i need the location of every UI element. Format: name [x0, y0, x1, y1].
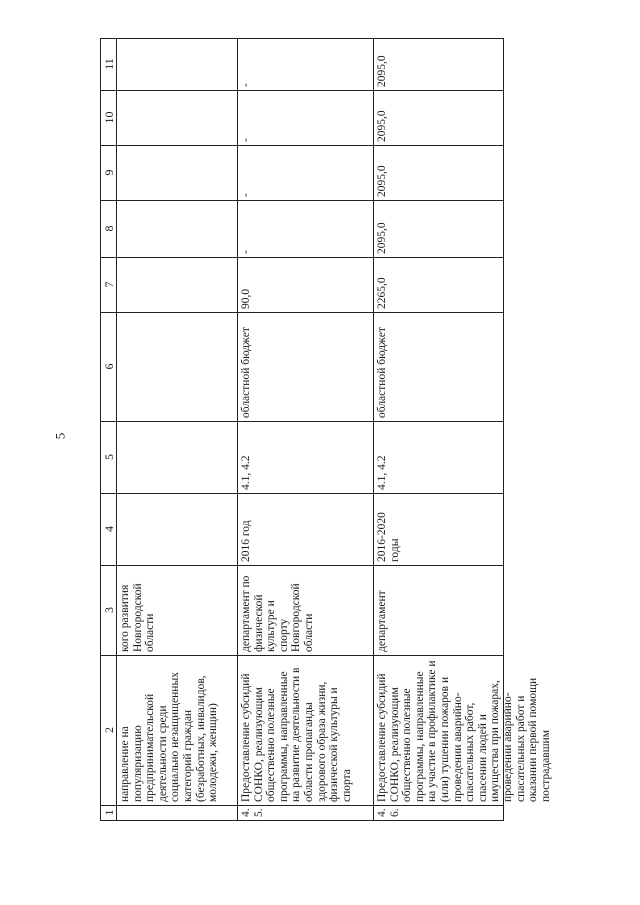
- row-3-col-3: [374, 565, 503, 655]
- row-2-col-11: [238, 38, 373, 90]
- row-2-col-9: [238, 145, 373, 200]
- row-2-col-3: [238, 565, 373, 655]
- row-1-col-6: [117, 312, 237, 421]
- row-3-col-4: [374, 493, 503, 565]
- header-cell-1: [101, 805, 116, 820]
- row-1-col-5-text: [119, 424, 237, 490]
- row-3-col-5-text: 4.1, 4.2: [376, 455, 388, 490]
- row-1-col-2: [117, 655, 237, 805]
- row-3-col-1-text: 4.6.: [376, 808, 401, 817]
- row-1-col-4-text: [119, 496, 237, 562]
- row-3-col-11: [374, 38, 503, 90]
- header-cell-6-text: 6: [102, 363, 116, 370]
- row-1-col-10: [117, 90, 237, 145]
- header-cell-3-text: 3: [102, 607, 116, 613]
- row-3-col-3-text: департамент: [376, 590, 388, 652]
- row-1-col-5: [117, 421, 237, 493]
- header-cell-6: [101, 312, 116, 421]
- row-2-col-2-text: Предоставление субсидий СОНКО, реализующим общественно полезные программы, направленные на развитие деятельности в области пропаганды здорового образа жизни, физической культуры и спорта: [240, 664, 353, 802]
- table-rule: [100, 820, 503, 821]
- row-1-col-9-text: [119, 148, 237, 197]
- header-cell-7: [101, 257, 116, 312]
- row-1-col-3-text: кого развития Новгородской области: [119, 580, 157, 652]
- row-1-col-8-text: [119, 203, 237, 254]
- header-cell-9-text: 9: [102, 169, 116, 176]
- row-1-col-11-text: [119, 41, 237, 87]
- row-2-col-4: [238, 493, 373, 565]
- row-2-col-1: [238, 805, 373, 820]
- row-3-col-6: [374, 312, 503, 421]
- row-2-col-7-text: 90,0: [240, 288, 252, 309]
- row-3-col-10-text: 2095,0: [376, 110, 388, 142]
- row-2-col-8: [238, 200, 373, 257]
- row-2-col-1-text: 4.5.: [240, 808, 265, 817]
- header-cell-4-text: 4: [102, 526, 116, 532]
- header-cell-10-text: 10: [102, 111, 116, 124]
- row-3-col-4-text: 2016-2020 годы: [376, 509, 401, 562]
- header-cell-10: [101, 90, 116, 145]
- page-number: 5: [52, 432, 68, 440]
- row-1-col-8: [117, 200, 237, 257]
- row-3-col-11-text: 2095,0: [376, 55, 388, 87]
- row-1-col-9: [117, 145, 237, 200]
- row-3-col-7-text: 2265,0: [376, 277, 388, 309]
- row-3-col-1: [374, 805, 503, 820]
- row-3-col-7: [374, 257, 503, 312]
- row-2-col-8-text: -: [240, 250, 252, 254]
- row-3-col-10: [374, 90, 503, 145]
- header-cell-8-text: 8: [102, 225, 116, 232]
- header-cell-11: [101, 38, 116, 90]
- row-1-col-10-text: [119, 93, 237, 142]
- row-3-col-2: [374, 655, 552, 805]
- row-2-col-10-text: -: [240, 138, 252, 142]
- row-2-col-4-text: 2016 год: [240, 520, 252, 562]
- header-cell-2-text: 2: [102, 727, 116, 733]
- row-2-col-2: [238, 655, 373, 805]
- row-3-col-8-text: 2095,0: [376, 222, 388, 254]
- row-3-col-9-text: 2095,0: [376, 165, 388, 197]
- header-cell-5: [101, 421, 116, 493]
- row-2-col-5: [238, 421, 373, 493]
- row-2-col-5-text: 4.1, 4.2: [240, 455, 252, 490]
- header-cell-1-text: 1: [102, 809, 116, 816]
- row-1-col-1-text: [119, 808, 237, 817]
- row-2-col-10: [238, 90, 373, 145]
- header-cell-9: [101, 145, 116, 200]
- header-cell-7-text: 7: [102, 281, 116, 288]
- row-3-col-2-text: Предоставление субсидий СОНКО, реализующим общественно полезные программы, направленные на участие в профилактике и (или) тушении пожаров и проведении аварийно-спасательных работ, спасении людей и имущества при пожарах, проведении аварийно-спасательных работ и оказании первой помощи пострадавшим: [376, 657, 552, 802]
- header-cell-5-text: 5: [102, 454, 116, 460]
- row-1-col-7-text: [119, 260, 237, 309]
- row-2-col-11-text: -: [240, 83, 252, 87]
- header-cell-8: [101, 200, 116, 257]
- header-cell-11-text: 11: [102, 58, 116, 70]
- row-1-col-3: [117, 565, 237, 655]
- row-1-col-11: [117, 38, 237, 90]
- row-2-col-7: [238, 257, 373, 312]
- row-1-col-2-text: направление на популяризацию предпринимательской деятельности среди социально незащищенных категорий граждан (безработных, инвалидов, молодежи, женщин): [119, 669, 220, 802]
- row-2-col-6-text: областной бюджет: [240, 327, 252, 418]
- row-1-col-6-text: [119, 315, 237, 418]
- row-2-col-3-text: департамент по физической культуре и спорту Новгородской области: [240, 572, 315, 652]
- row-1-col-4: [117, 493, 237, 565]
- header-cell-4: [101, 493, 116, 565]
- row-2-col-6: [238, 312, 373, 421]
- row-1-col-1: [117, 805, 237, 820]
- row-3-col-9: [374, 145, 503, 200]
- row-2-col-9-text: -: [240, 193, 252, 197]
- header-cell-2: [101, 655, 116, 805]
- row-3-col-8: [374, 200, 503, 257]
- row-1-col-7: [117, 257, 237, 312]
- header-cell-3: [101, 565, 116, 655]
- row-3-col-5: [374, 421, 503, 493]
- row-3-col-6-text: областной бюджет: [376, 327, 388, 418]
